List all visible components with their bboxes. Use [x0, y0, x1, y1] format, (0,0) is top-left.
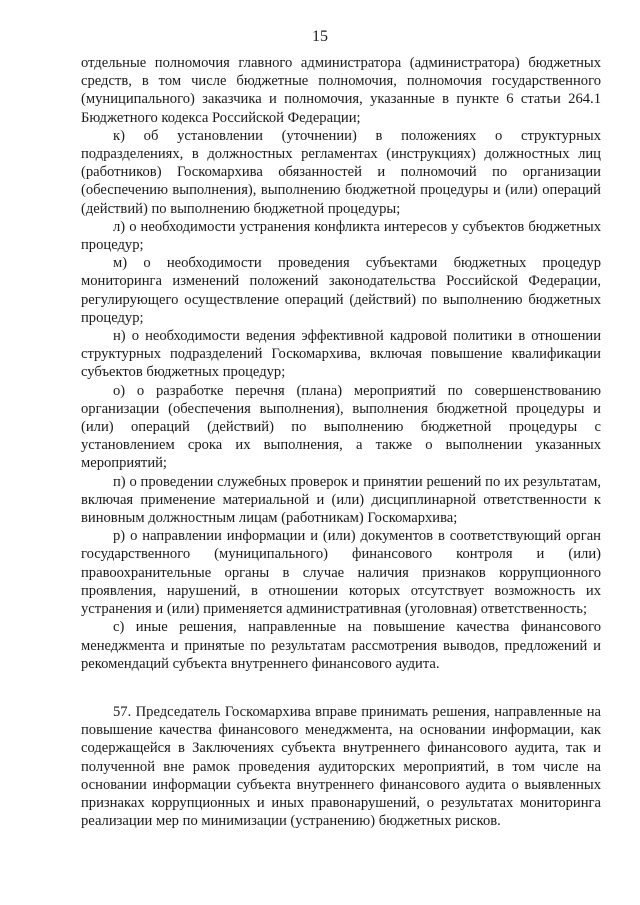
paragraph-item-s: с) иные решения, направленные на повышение качества финансового менеджмента и принятые по результатам рассмотрения выводов, предложений и рекомендаций субъекта внутреннего финансового аудита.: [81, 619, 601, 672]
paragraph-continuation: отдельные полномочия главного администратора (администратора) бюджетных средств, в том числе бюджетные полномочия, полномочия государственного (муниципального) заказчика и полномочия, указанные в пункте 6 статьи 264.1 Бюджетного кодекса Российской Федерации;: [81, 55, 601, 126]
paragraph-item-n: н) о необходимости ведения эффективной кадровой политики в отношении структурных подразделений Госкомархива, включая повышение квалификации субъектов бюджетных процедур;: [81, 328, 601, 381]
paragraph-item-k: к) об установлении (уточнении) в положениях о структурных подразделениях, в должностных регламентах (инструкциях) должностных лиц (работников) Госкомархива обязанностей и полномочий по организации (обеспечению выполнения), выполнению бюджетной процедуры и (или) операций (действий) по выполнению бюджетной процедуры;: [81, 127, 601, 217]
paragraph-clause-57: 57. Председатель Госкомархива вправе принимать решения, направленные на повышение качества финансового менеджмента, на основании информации, как содержащейся в Заключениях субъекта внутреннего финансового аудита, так и полученной вне рамок проведения аудиторских мероприятий, в том числе на основании информации субъекта внутреннего финансового аудита о выявленных признаках коррупционных и иных правонарушений, о результатах мониторинга реализации мер по минимизации (устранению) бюджетных рисков.: [81, 703, 601, 830]
paragraph-item-m: м) о необходимости проведения субъектами бюджетных процедур мониторинга изменений положений законодательства Российской Федерации, регулирующего осуществление операций (действий) по выполнению бюджетных процедур;: [81, 255, 601, 326]
paragraph-item-p: п) о проведении служебных проверок и принятии решений по их результатам, включая применение материальной и (или) дисциплинарной ответственности к виновным должностным лицам (работникам) Госкомархива;: [81, 473, 601, 527]
page-number: 15: [312, 28, 328, 45]
document-body: [81, 54, 601, 830]
paragraph-item-r: р) о направлении информации и (или) документов в соответствующий орган государственного (муниципального) финансового контроля и (или) правоохранительные органы в случае наличия признаков коррупционного проявления, нарушений, в отношении которых отсутствует возможность их устранения и (или) применяется административная (уголовная) ответственность;: [81, 528, 601, 618]
paragraph-item-o: о) о разработке перечня (плана) мероприятий по совершенствованию организации (обеспечения выполнения), выполнения бюджетной процедуры и (или) операций (действий) по выполнению бюджетной процедуры с установлением срока их выполнения, а также о выполнении указанных мероприятий;: [81, 382, 601, 472]
paragraph-item-l: л) о необходимости устранения конфликта интересов у субъектов бюджетных процедур;: [81, 218, 601, 254]
